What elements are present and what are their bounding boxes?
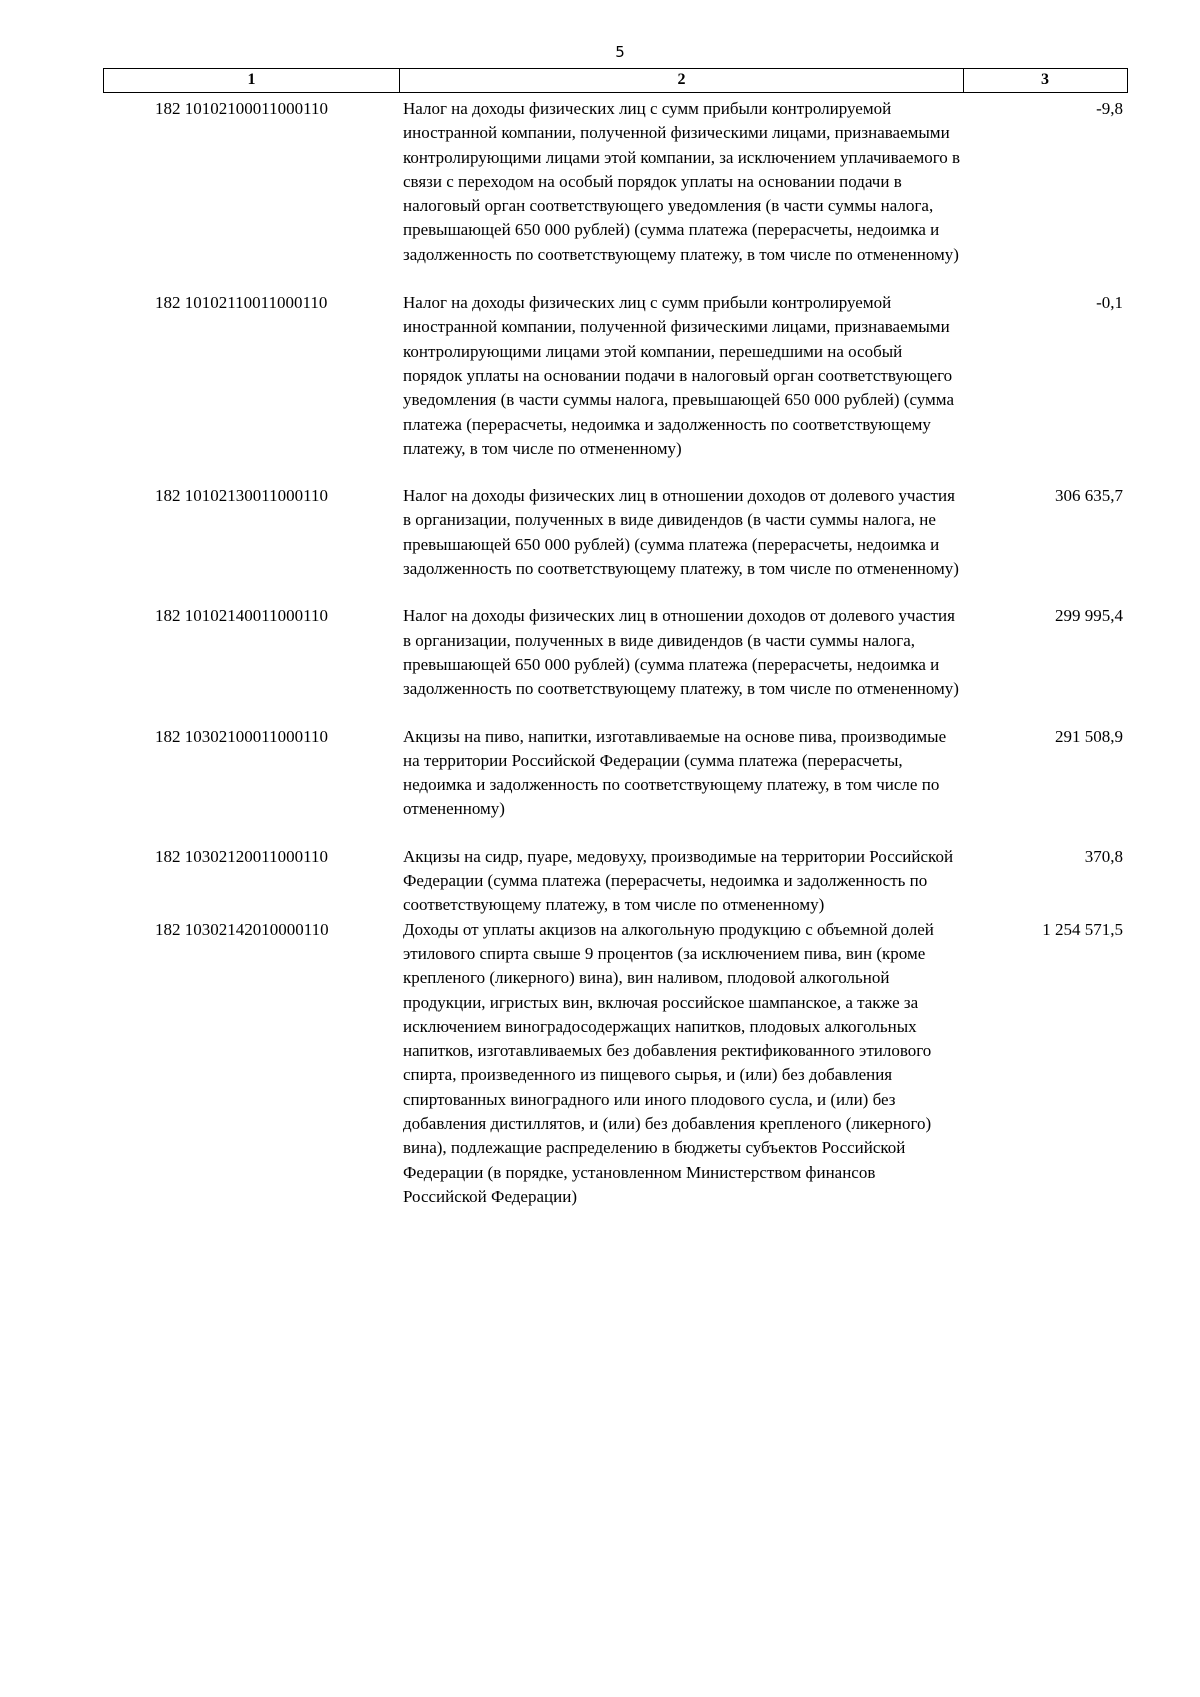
table-row — [0, 725, 1200, 822]
budget-code: 182 10302100011000110 — [155, 726, 328, 746]
row-description: Налог на доходы физических лиц в отношении доходов от долевого участия в организации, полученных в виде дивидендов (в части суммы налога, не превышающей 650 000 рублей) (сумма платежа (перерасчеты, недоимка и задолженность по соответствующему платежу, в том числе по отмененному) — [403, 486, 959, 579]
table-header — [103, 68, 1128, 93]
row-description: Налог на доходы физических лиц в отношении доходов от долевого участия в организации, полученных в виде дивидендов (в части суммы налога, превышающей 650 000 рублей) (сумма платежа (перерасчеты, недоимка и задолженность по соответствующему платежу, в том числе по отмененному) — [403, 606, 959, 699]
row-amount: 299 995,4 — [1055, 606, 1123, 626]
budget-code: 182 10302120011000110 — [155, 846, 328, 866]
row-description: Налог на доходы физических лиц с сумм прибыли контролируемой иностранной компании, полученной физическими лицами, признаваемыми контролирующими лицами этой компании, за исключением уплачиваемого в связи с переходом на особый порядок уплаты на основании подачи в налоговый орган соответствующего уведомления (в части суммы налога, превышающей 650 000 рублей) (сумма платежа (перерасчеты, недоимка и задолженность по соответствующему платежу, в том числе по отмененному) — [403, 99, 961, 264]
table-row — [0, 291, 1200, 461]
row-description: Акцизы на сидр, пуаре, медовуху, производимые на территории Российской Федерации (сумма платежа (перерасчеты, недоимка и задолженность по соответствующему платежу, в том числе по отмененному) — [403, 846, 954, 915]
table-row — [0, 604, 1200, 701]
budget-code: 182 10102100011000110 — [155, 99, 328, 118]
row-amount: 291 508,9 — [1055, 726, 1123, 746]
row-amount: 306 635,7 — [1055, 486, 1123, 506]
table-body — [0, 97, 1200, 1209]
table-row — [0, 918, 1200, 1210]
table-row — [0, 97, 1200, 267]
row-amount: 370,8 — [1084, 846, 1123, 866]
budget-code: 182 10102110011000110 — [155, 293, 328, 313]
budget-code: 182 10102130011000110 — [155, 486, 328, 506]
row-description: Акцизы на пиво, напитки, изготавливаемые на основе пива, производимые на территории Российской Федерации (сумма платежа (перерасчеты, недоимка и задолженность по соответствующему платежу, в том числе по отмененному) — [403, 726, 947, 819]
row-description: Доходы от уплаты акцизов на алкогольную продукцию с объемной долей этилового спирта свыше 9 процентов (за исключением пива, вин (кроме крепленого (ликерного) вина), вин наливом, плодовой алкогольной продукции, игристых вин, включая российское шампанское, а также за исключением виноградосодержащих напитков, плодовых алкогольных напитков, изготавливаемых без добавления ректификованного этилового спирта, произведенного из пищевого сырья, и (или) без добавления спиртованных виноградного или иного плодового сусла, и (или) без добавления дистиллятов, и (или) без добавления крепленого (ликерного) вина), подлежащие распределению в бюджеты субъектов Российской Федерации (в порядке, установленном Министерством финансов Российской Федерации) — [403, 919, 934, 1206]
budget-code: 182 10102140011000110 — [155, 606, 328, 626]
row-amount: -0,1 — [1096, 293, 1123, 313]
header-col-2: 2 — [400, 69, 964, 92]
header-col-1: 1 — [104, 69, 400, 92]
row-description: Налог на доходы физических лиц с сумм прибыли контролируемой иностранной компании, полученной физическими лицами, признаваемыми контролирующими лицами этой компании, перешедшими на особый порядок уплаты на основании подачи в налоговый орган соответствующего уведомления (в части суммы налога, превышающей 650 000 рублей) (сумма платежа (перерасчеты, недоимка и задолженность по соответствующему платежу, в том числе по отмененному) — [403, 293, 954, 458]
page-number: 5 — [615, 43, 625, 61]
table-row — [0, 484, 1200, 581]
header-col-3: 3 — [1041, 71, 1049, 88]
row-amount: 1 254 571,5 — [1042, 919, 1123, 939]
row-amount: -9,8 — [1096, 99, 1123, 118]
table-row — [0, 845, 1200, 918]
budget-code: 182 10302142010000110 — [155, 919, 329, 939]
